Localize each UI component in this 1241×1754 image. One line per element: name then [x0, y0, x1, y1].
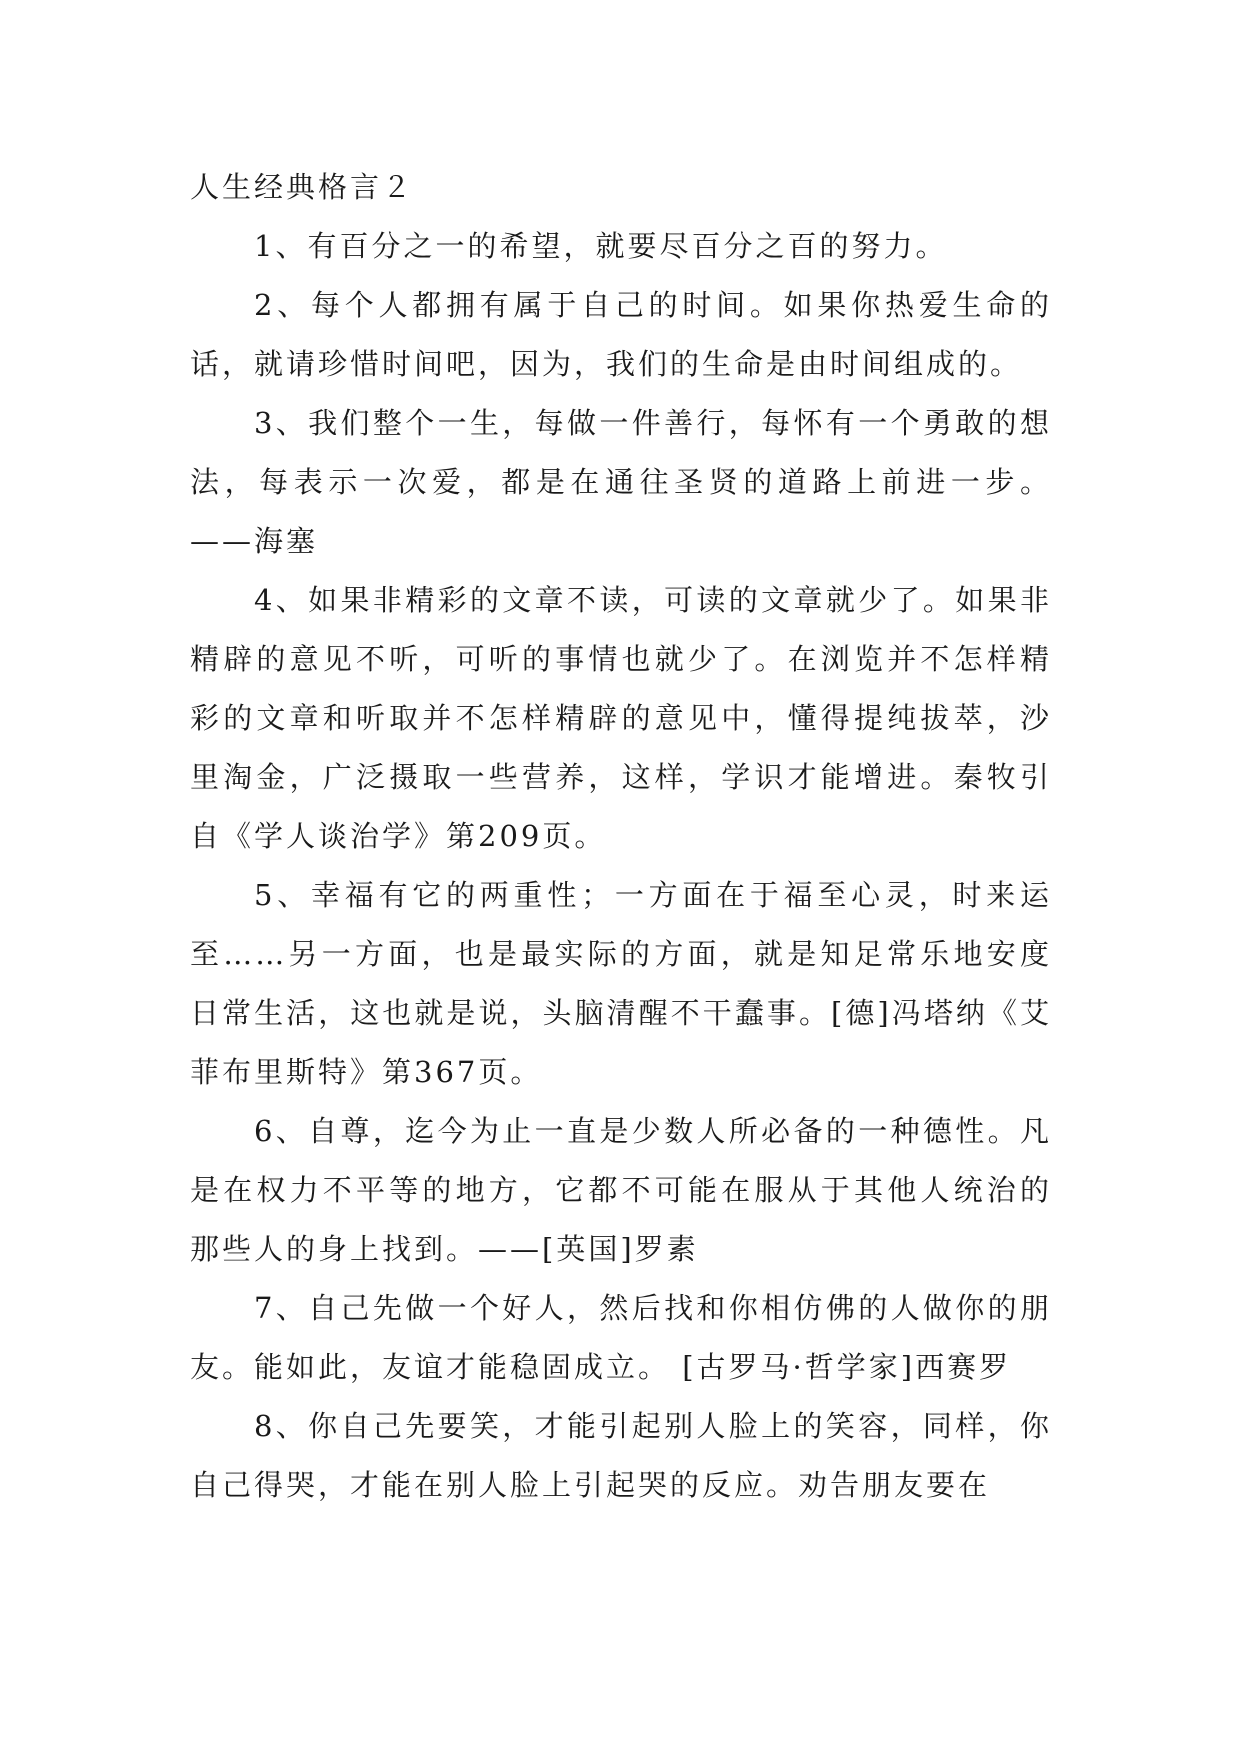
quote-8: 8、你自己先要笑，才能引起别人脸上的笑容，同样，你自己得哭，才能在别人脸上引起哭的反应。劝告朋友要在 [190, 1409, 1052, 1502]
quote-3: 3、我们整个一生，每做一件善行，每怀有一个勇敢的想法，每表示一次爱，都是在通往圣贤的道路上前进一步。——海塞 [190, 406, 1052, 558]
document-body [190, 158, 1052, 1515]
quote-2: 2、每个人都拥有属于自己的时间。如果你热爱生命的话，就请珍惜时间吧，因为，我们的生命是由时间组成的。 [190, 288, 1052, 381]
quote-4: 4、如果非精彩的文章不读，可读的文章就少了。如果非精辟的意见不听，可听的事情也就少了。在浏览并不怎样精彩的文章和听取并不怎样精辟的意见中，懂得提纯拔萃，沙里淘金，广泛摄取一些营养，这样，学识才能增进。秦牧引自《学人谈治学》第209页。 [190, 583, 1052, 853]
document-title: 人生经典格言２ [190, 170, 415, 204]
quote-1: 1、有百分之一的希望，就要尽百分之百的努力。 [254, 229, 948, 263]
quote-7: 7、自己先做一个好人，然后找和你相仿佛的人做你的朋友。能如此，友谊才能稳固成立。 [古罗马·哲学家]西赛罗 [190, 1291, 1052, 1384]
quote-6: 6、自尊，迄今为止一直是少数人所必备的一种德性。凡是在权力不平等的地方，它都不可能在服从于其他人统治的那些人的身上找到。——[英国]罗素 [190, 1114, 1052, 1266]
quote-5: 5、幸福有它的两重性；一方面在于福至心灵，时来运至……另一方面，也是最实际的方面，就是知足常乐地安度日常生活，这也就是说，头脑清醒不干蠢事。[德]冯塔纳《艾菲布里斯特》第367页。 [190, 878, 1052, 1089]
